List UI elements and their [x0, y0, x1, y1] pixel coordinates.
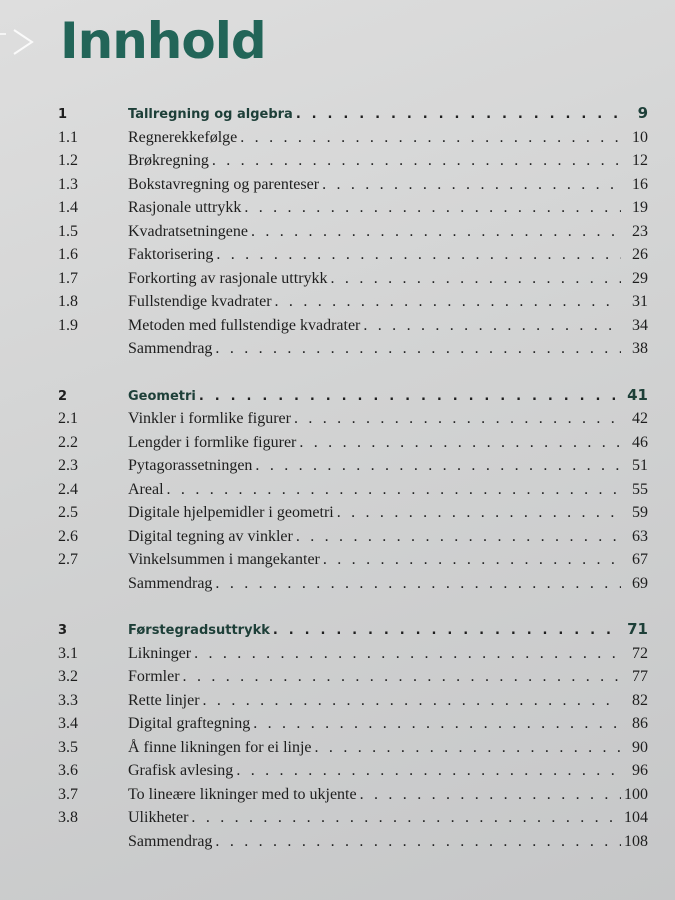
toc-entry	[58, 478, 648, 502]
toc-entry	[58, 126, 648, 150]
toc-entry	[58, 454, 648, 478]
entry-page-number: 69	[632, 574, 648, 592]
entry-number: 3.8	[58, 809, 78, 826]
entry-page-number: 19	[632, 199, 648, 216]
entry-page-number: 82	[632, 691, 648, 709]
toc-entry	[58, 220, 648, 244]
entry-title: Kvadratsetningene	[128, 222, 248, 240]
dot-leader	[296, 103, 621, 127]
entry-number: 1.8	[58, 293, 78, 310]
entry-number: 1.9	[58, 316, 78, 334]
chapter-row	[58, 618, 648, 642]
dot-leader	[194, 642, 621, 666]
entry-page-number: 29	[632, 269, 648, 287]
entry-page-number: 100	[624, 785, 648, 803]
entry-page-number: 90	[632, 738, 648, 756]
entry-number: 2.1	[58, 410, 78, 427]
entry-number: 2.7	[58, 551, 78, 568]
entry-number: 3.7	[58, 785, 78, 803]
chapter-page-number: 9	[637, 104, 648, 122]
entry-title: Likninger	[128, 644, 192, 662]
entry-number: 1.7	[58, 269, 78, 287]
toc-entry	[58, 407, 648, 431]
entry-title: Regnerekkefølge	[128, 128, 238, 146]
chapter-number: 2	[58, 388, 68, 404]
dot-leader	[244, 196, 621, 220]
toc-entry	[58, 525, 648, 549]
entry-title: Vinkler i formlike figurer	[128, 410, 291, 427]
dot-leader	[251, 220, 621, 244]
dot-leader	[212, 149, 621, 173]
entry-page-number: 42	[632, 410, 648, 427]
entry-page-number: 104	[624, 809, 648, 826]
entry-title: Fullstendige kvadrater	[128, 293, 272, 310]
dot-leader	[199, 385, 621, 409]
dot-leader	[167, 478, 621, 502]
toc-entry	[58, 431, 648, 455]
toc-section	[58, 618, 648, 853]
entry-title: Faktorisering	[128, 246, 214, 263]
dot-leader	[360, 783, 621, 807]
entry-title: Metoden med fullstendige kvadrater	[128, 316, 361, 334]
entry-number: 1.6	[58, 246, 78, 263]
toc-entry	[58, 572, 648, 596]
entry-page-number: 108	[624, 832, 648, 850]
entry-page-number: 12	[632, 152, 648, 169]
toc-entry	[58, 783, 648, 807]
entry-page-number: 16	[632, 175, 648, 193]
entry-title: Sammendrag	[128, 340, 213, 357]
entry-number: 2.2	[58, 433, 78, 451]
toc-section	[58, 384, 648, 596]
entry-page-number: 77	[632, 668, 648, 685]
entry-number: 1.3	[58, 175, 78, 193]
entry-title: Sammendrag	[128, 832, 213, 850]
dot-leader	[203, 689, 621, 713]
entry-number: 3.4	[58, 715, 78, 732]
toc-entry	[58, 830, 648, 854]
toc-entry	[58, 173, 648, 197]
entry-number: 3.3	[58, 691, 78, 709]
chapter-page-number: 41	[627, 385, 648, 404]
entry-page-number: 38	[632, 340, 648, 357]
entry-page-number: 55	[632, 480, 648, 498]
entry-number: 1.5	[58, 222, 78, 240]
entry-page-number: 46	[632, 433, 648, 451]
entry-number: 2.3	[58, 457, 78, 474]
entry-page-number: 23	[632, 222, 648, 240]
chapter-title: Tallregning og algebra	[128, 107, 293, 122]
toc-entry	[58, 337, 648, 361]
entry-title: Å finne likningen for ei linje	[128, 738, 312, 756]
entry-title: Areal	[128, 480, 164, 498]
toc-entry	[58, 759, 648, 783]
entry-number: 3.6	[58, 762, 78, 779]
dot-leader	[191, 806, 621, 830]
dot-leader	[253, 712, 621, 736]
entry-number: 2.5	[58, 504, 78, 521]
toc-entry	[58, 501, 648, 525]
dot-leader	[294, 407, 621, 431]
entry-title: Digital graftegning	[128, 715, 251, 732]
dot-leader	[296, 525, 621, 549]
entry-page-number: 63	[632, 527, 648, 545]
dot-leader	[216, 243, 621, 267]
toc-entry	[58, 642, 648, 666]
entry-number: 2.4	[58, 480, 78, 498]
entry-page-number: 72	[632, 644, 648, 662]
entry-page-number: 67	[632, 551, 648, 568]
entry-page-number: 59	[632, 504, 648, 521]
entry-title: Brøkregning	[128, 152, 209, 169]
entry-number: 3.2	[58, 668, 78, 685]
entry-title: Vinkelsummen i mangekanter	[128, 551, 320, 568]
dot-leader	[215, 337, 621, 361]
chapter-page-number: 71	[627, 620, 648, 638]
entry-page-number: 96	[632, 762, 648, 779]
toc-entry	[58, 314, 648, 338]
dot-leader	[331, 267, 621, 291]
dot-leader	[215, 830, 621, 854]
entry-title: To lineære likninger med to ukjente	[128, 785, 357, 803]
toc-section	[58, 102, 648, 361]
dot-leader	[273, 619, 621, 643]
entry-number: 1.2	[58, 152, 78, 169]
toc-entry	[58, 243, 648, 267]
chapter-row	[58, 102, 648, 126]
entry-page-number: 10	[632, 128, 648, 146]
toc-entry	[58, 267, 648, 291]
toc-entry	[58, 665, 648, 689]
entry-page-number: 31	[632, 293, 648, 310]
dot-leader	[183, 665, 621, 689]
toc-entry	[58, 736, 648, 760]
dot-leader	[363, 314, 621, 338]
toc-entry	[58, 806, 648, 830]
toc-entry	[58, 196, 648, 220]
dot-leader	[215, 572, 621, 596]
entry-title: Forkorting av rasjonale uttrykk	[128, 269, 328, 287]
dot-leader	[322, 173, 621, 197]
entry-title: Rette linjer	[128, 691, 200, 709]
entry-page-number: 51	[632, 457, 648, 474]
chapter-number: 3	[58, 623, 68, 638]
chapter-row	[58, 384, 648, 408]
chapter-title: Førstegradsuttrykk	[128, 623, 270, 638]
toc-entry	[58, 689, 648, 713]
play-outline-icon	[0, 22, 40, 62]
entry-number: 3.1	[58, 644, 78, 662]
table-of-contents	[58, 102, 648, 876]
dot-leader	[337, 501, 621, 525]
entry-number: 2.6	[58, 527, 78, 545]
entry-title: Grafisk avlesing	[128, 762, 234, 779]
entry-page-number: 34	[632, 316, 648, 334]
dot-leader	[323, 548, 621, 572]
entry-number: 1.1	[58, 128, 78, 146]
entry-title: Ulikheter	[128, 809, 189, 826]
entry-title: Formler	[128, 668, 180, 685]
chapter-title: Geometri	[128, 388, 196, 404]
dot-leader	[275, 290, 621, 314]
dot-leader	[315, 736, 621, 760]
entry-title: Sammendrag	[128, 574, 213, 592]
toc-entry	[58, 149, 648, 173]
dot-leader	[255, 454, 621, 478]
toc-entry	[58, 290, 648, 314]
entry-title: Lengder i formlike figurer	[128, 433, 297, 451]
dot-leader	[299, 431, 621, 455]
dot-leader	[240, 126, 621, 150]
entry-title: Rasjonale uttrykk	[128, 199, 242, 216]
toc-entry	[58, 548, 648, 572]
chapter-number: 1	[58, 107, 68, 122]
entry-number: 3.5	[58, 738, 78, 756]
entry-title: Bokstavregning og parenteser	[128, 175, 320, 193]
toc-entry	[58, 712, 648, 736]
entry-title: Digital tegning av vinkler	[128, 527, 293, 545]
dot-leader	[236, 759, 621, 783]
entry-title: Pytagorassetningen	[128, 457, 253, 474]
page-title: Innhold	[60, 12, 266, 70]
entry-title: Digitale hjelpemidler i geometri	[128, 504, 334, 521]
entry-page-number: 86	[632, 715, 648, 732]
entry-number: 1.4	[58, 199, 78, 216]
entry-page-number: 26	[632, 246, 648, 263]
